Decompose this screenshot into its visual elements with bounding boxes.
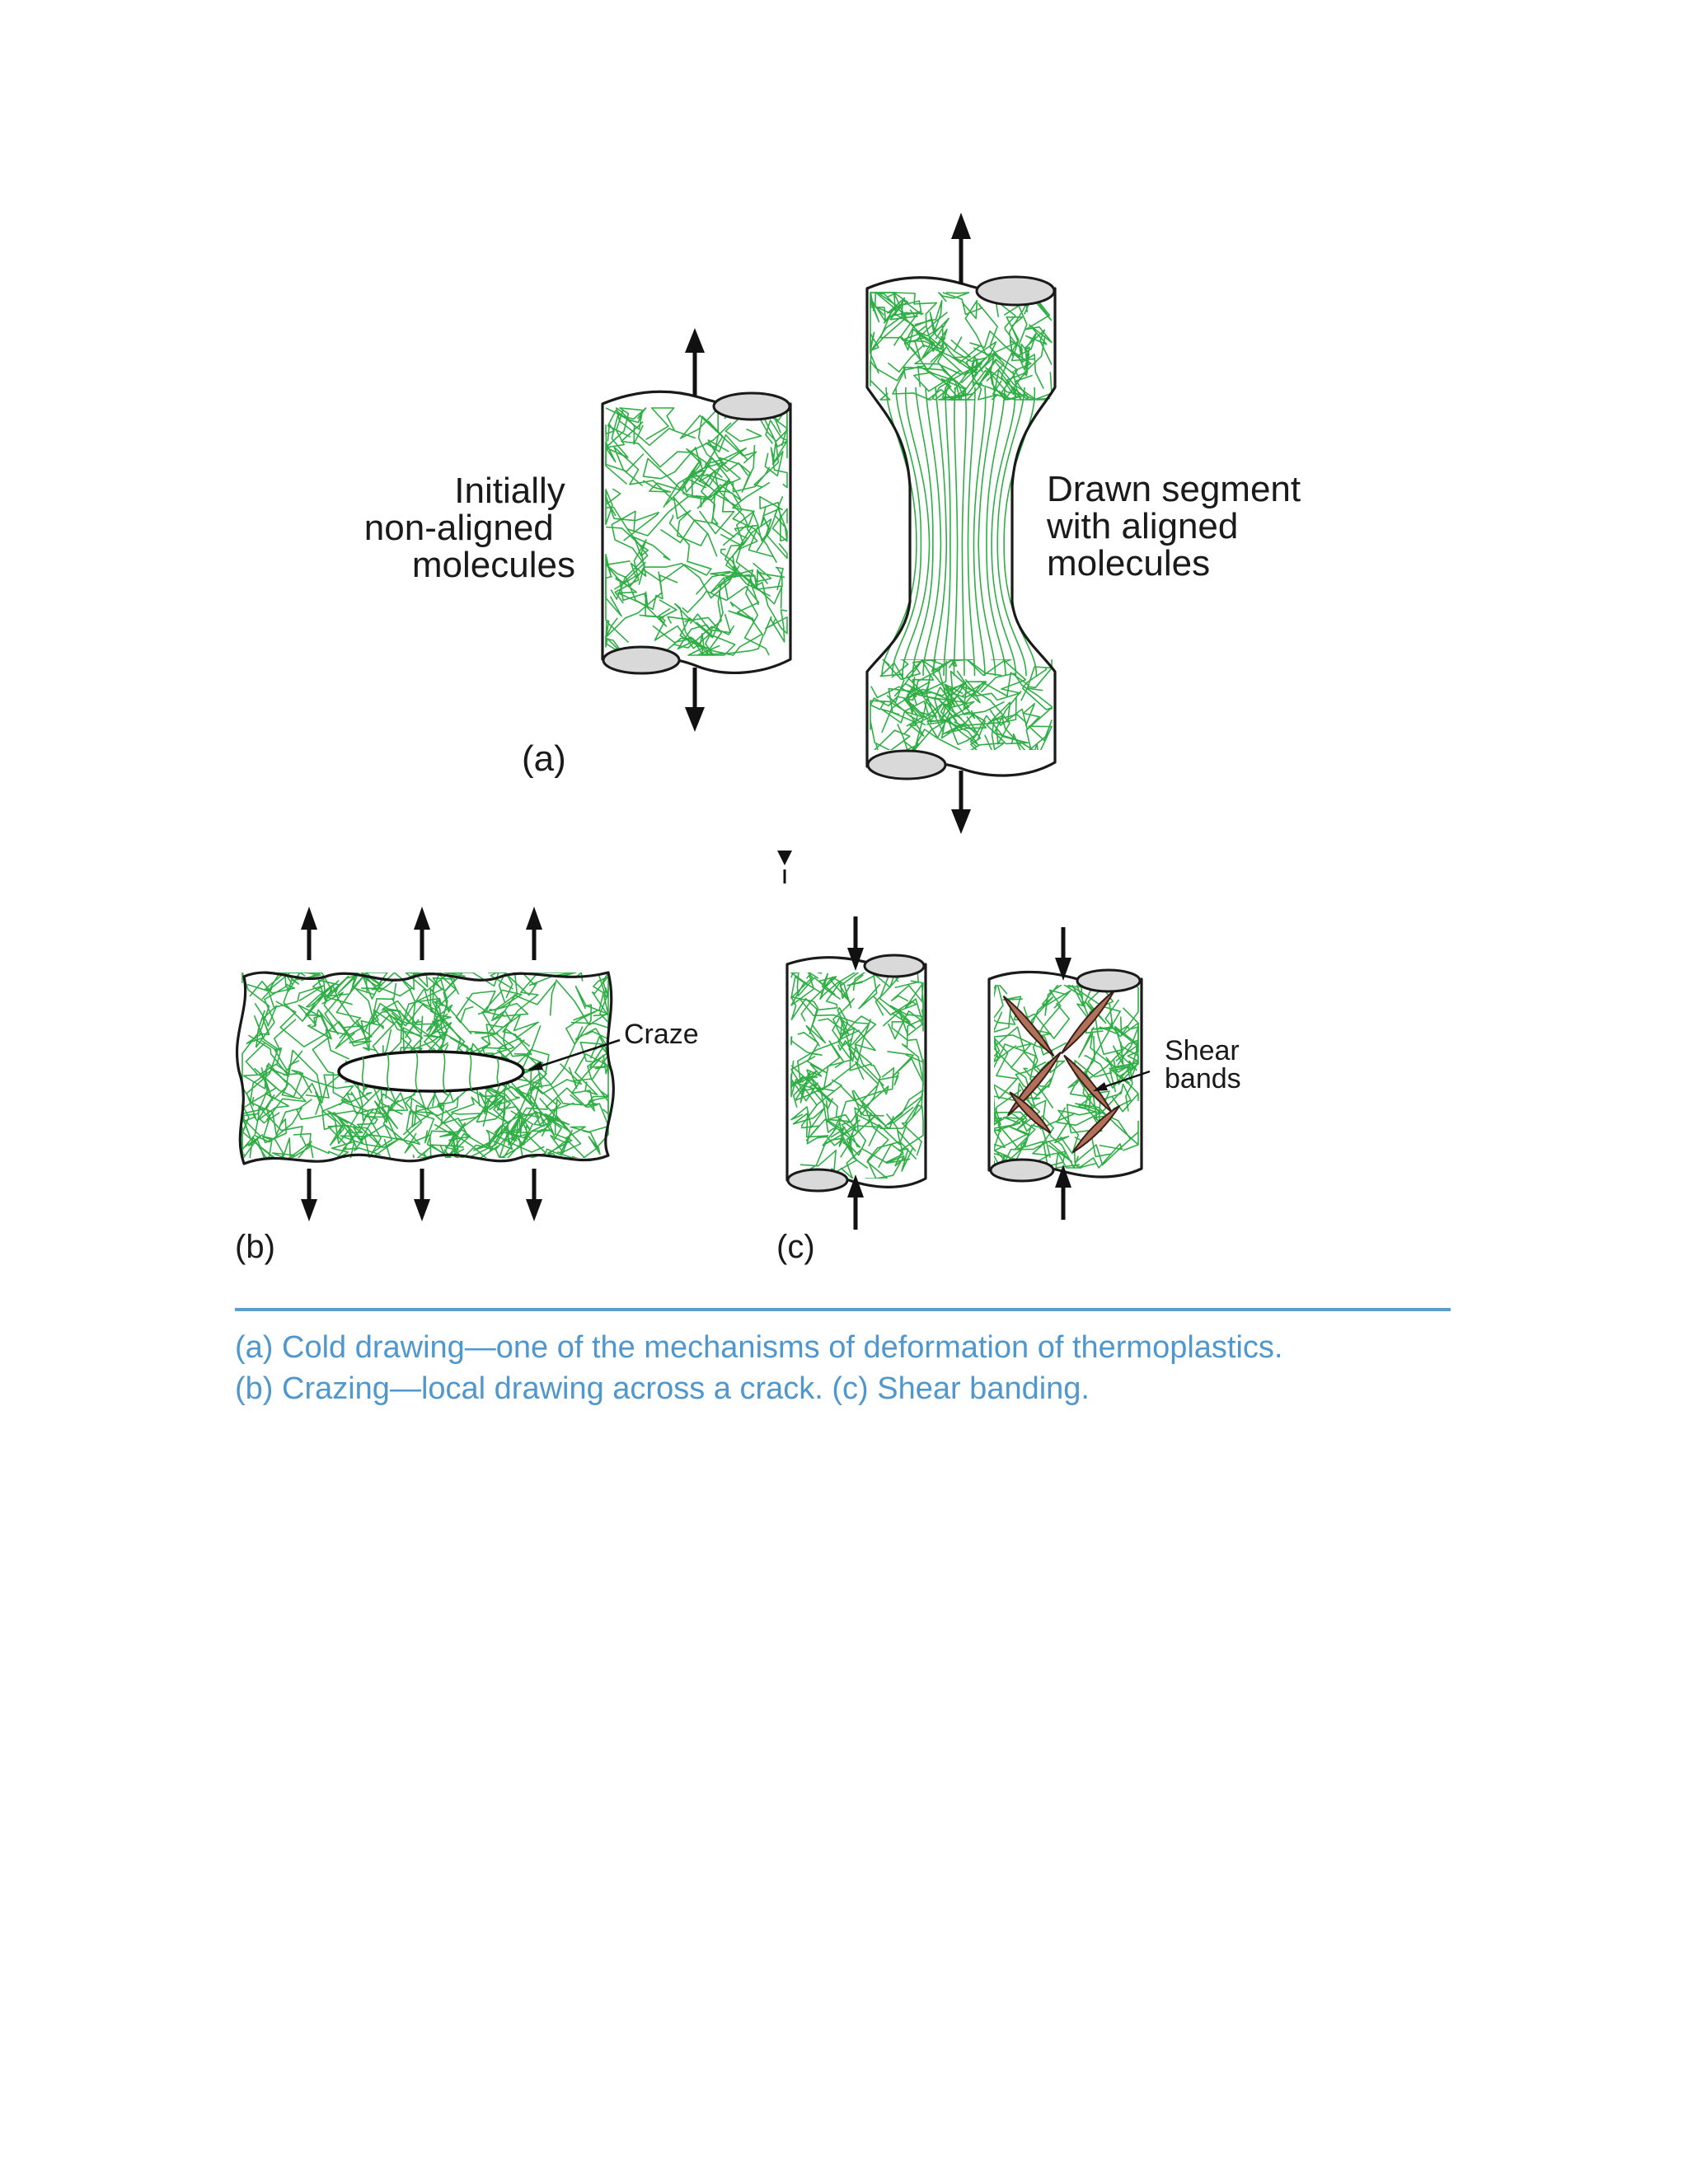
left-label: Initially non-aligned molecules xyxy=(363,471,575,585)
compressed-cylinder xyxy=(787,916,926,1230)
panel-c-tag: (c) xyxy=(776,1229,815,1265)
bottom-tangle xyxy=(870,659,1052,754)
tangled-molecules xyxy=(606,408,787,655)
caption-line-2: (b) Crazing—local drawing across a crack. (c) Shear banding. xyxy=(235,1371,1090,1406)
drawn-specimen xyxy=(867,277,1055,779)
tensile-arrows-a xyxy=(685,213,971,883)
undeformed-cylinder xyxy=(603,391,790,673)
shear-band-cylinder xyxy=(989,927,1150,1220)
panel-c xyxy=(776,916,1247,1265)
top-tangle xyxy=(870,293,1052,400)
shear-bands xyxy=(1003,991,1119,1153)
panel-a xyxy=(364,213,1311,883)
panel-b xyxy=(235,907,699,1265)
panel-b-tag: (b) xyxy=(235,1229,275,1265)
tangled-molecules xyxy=(791,968,923,1179)
panel-a-tag: (a) xyxy=(522,738,566,779)
shear-bands-label: Shear bands xyxy=(1165,1035,1241,1094)
caption-rule xyxy=(235,1308,1451,1311)
right-label: Drawn segment with aligned molecules xyxy=(1047,469,1301,583)
caption-line-1: (a) Cold drawing—one of the mechanisms of deformation of thermoplastics. xyxy=(235,1330,1283,1365)
figure-caption xyxy=(235,1327,1455,1409)
craze-label: Craze xyxy=(624,1019,699,1050)
